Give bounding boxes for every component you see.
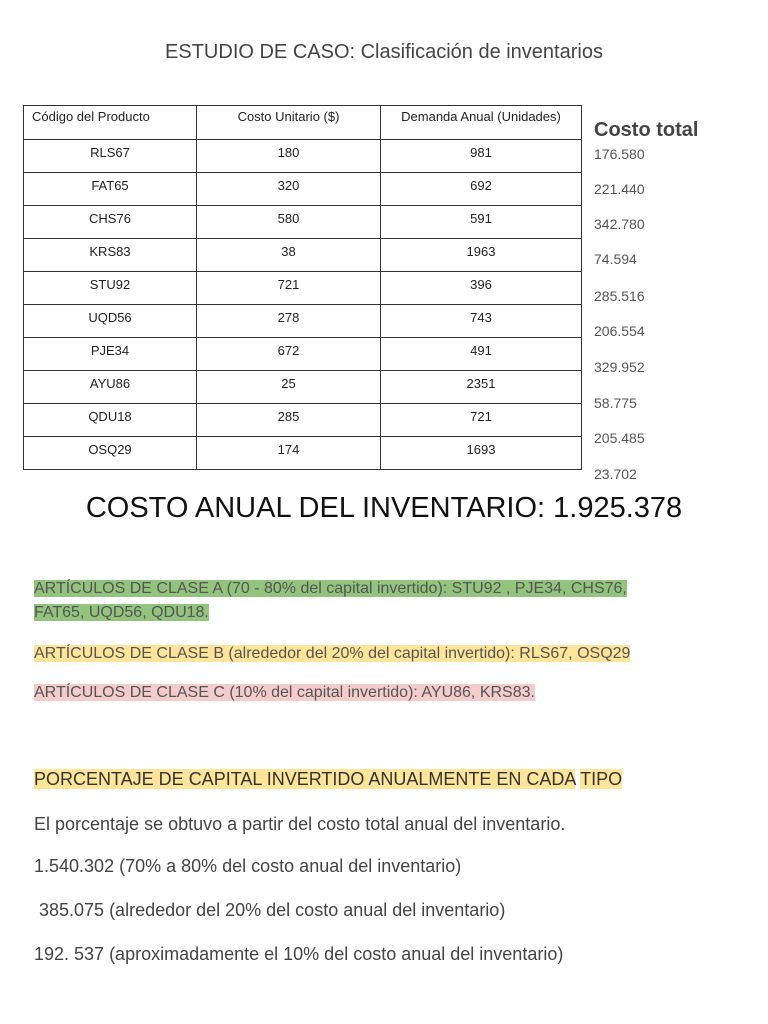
cell-annual-demand: 2351 [381, 371, 582, 404]
class-c-paragraph [34, 681, 734, 705]
total-cost-value: 74.594 [594, 251, 637, 267]
total-cost-value: 176.580 [594, 146, 645, 162]
cell-unit-cost: 320 [197, 173, 381, 206]
page-title: ESTUDIO DE CASO: Clasificación de inventarios [165, 41, 603, 63]
cell-annual-demand: 1963 [381, 239, 582, 272]
table-row [24, 404, 582, 437]
table-row [24, 272, 582, 305]
header-annual-demand: Demanda Anual (Unidades) [381, 106, 582, 140]
cell-product-code: STU92 [24, 272, 197, 305]
annual-inventory-cost: COSTO ANUAL DEL INVENTARIO: 1.925.378 [85, 492, 683, 524]
table-row [24, 206, 582, 239]
cell-product-code: KRS83 [24, 239, 197, 272]
cell-annual-demand: 692 [381, 173, 582, 206]
section-heading-main: PORCENTAJE DE CAPITAL INVERTIDO ANUALMENTE EN CADA [34, 769, 576, 789]
table-row [24, 437, 582, 470]
cell-product-code: OSQ29 [24, 437, 197, 470]
intro-text: El porcentaje se obtuvo a partir del costo total anual del inventario. [34, 814, 566, 834]
class-c-text: ARTÍCULOS DE CLASE C (10% del capital invertido): AYU86, KRS83. [34, 684, 535, 701]
class-a-line-1: ARTÍCULOS DE CLASE A (70 - 80% del capital invertido): STU92 , PJE34, CHS76, [34, 580, 627, 597]
total-cost-value: 221.440 [594, 181, 645, 197]
cell-product-code: AYU86 [24, 371, 197, 404]
class-a-amount: 1.540.302 (70% a 80% del costo anual del inventario) [34, 856, 462, 876]
section-heading-tail: TIPO [580, 769, 623, 789]
cell-unit-cost: 174 [197, 437, 381, 470]
class-b-amount: 385.075 (alrededor del 20% del costo anual del inventario) [34, 900, 506, 920]
cell-annual-demand: 396 [381, 272, 582, 305]
cell-annual-demand: 743 [381, 305, 582, 338]
table-row [24, 305, 582, 338]
total-cost-value: 206.554 [594, 323, 645, 339]
table-row [24, 239, 582, 272]
cell-unit-cost: 580 [197, 206, 381, 239]
cell-product-code: RLS67 [24, 140, 197, 173]
total-cost-value: 342.780 [594, 216, 645, 232]
cell-annual-demand: 1693 [381, 437, 582, 470]
cell-product-code: UQD56 [24, 305, 197, 338]
cell-unit-cost: 278 [197, 305, 381, 338]
cell-unit-cost: 672 [197, 338, 381, 371]
table-row [24, 140, 582, 173]
cell-annual-demand: 721 [381, 404, 582, 437]
cell-unit-cost: 38 [197, 239, 381, 272]
cell-unit-cost: 721 [197, 272, 381, 305]
total-cost-value: 205.485 [594, 430, 645, 446]
total-cost-value: 23.702 [594, 466, 637, 482]
cell-unit-cost: 285 [197, 404, 381, 437]
total-cost-value: 58.775 [594, 395, 637, 411]
cell-annual-demand: 981 [381, 140, 582, 173]
table-header-row [24, 106, 582, 140]
table-row [24, 338, 582, 371]
total-cost-header: Costo total [594, 119, 699, 141]
cell-product-code: QDU18 [24, 404, 197, 437]
class-a-paragraph [34, 577, 734, 625]
class-b-text: ARTÍCULOS DE CLASE B (alrededor del 20% del capital invertido): RLS67, OSQ29 [34, 645, 631, 662]
class-a-line-2: FAT65, UQD56, QDU18. [34, 604, 209, 621]
cell-unit-cost: 180 [197, 140, 381, 173]
cell-product-code: PJE34 [24, 338, 197, 371]
table-row [24, 371, 582, 404]
cell-annual-demand: 491 [381, 338, 582, 371]
cell-annual-demand: 591 [381, 206, 582, 239]
header-unit-cost: Costo Unitario ($) [197, 106, 381, 140]
total-cost-value: 329.952 [594, 359, 645, 375]
total-cost-value: 285.516 [594, 288, 645, 304]
cell-product-code: FAT65 [24, 173, 197, 206]
inventory-table [23, 105, 582, 470]
header-product-code: Código del Producto [24, 106, 197, 140]
class-b-paragraph [34, 642, 734, 666]
class-c-amount: 192. 537 (aproximadamente el 10% del costo anual del inventario) [34, 944, 564, 964]
cell-product-code: CHS76 [24, 206, 197, 239]
section-heading [34, 766, 622, 792]
cell-unit-cost: 25 [197, 371, 381, 404]
table-row [24, 173, 582, 206]
